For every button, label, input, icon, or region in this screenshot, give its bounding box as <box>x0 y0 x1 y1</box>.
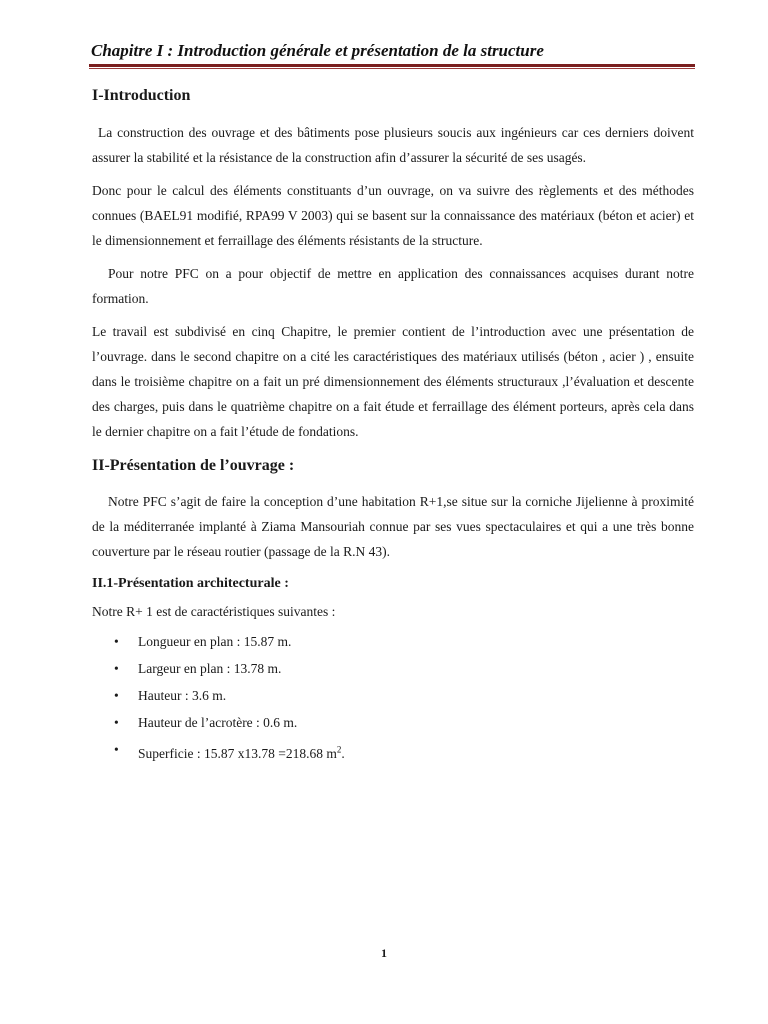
header-rule <box>89 64 695 67</box>
list-item <box>92 736 694 767</box>
page-number: 1 <box>381 946 387 960</box>
intro-paragraph-3: Pour notre PFC on a pour objectif de mettre en application des connaissances acquises durant notre formation. <box>92 266 694 306</box>
presentation-heading: II-Présentation de l’ouvrage : <box>92 457 295 474</box>
page-content <box>92 84 694 767</box>
bullet-icon: • <box>114 742 119 757</box>
bullet-icon: • <box>114 661 119 676</box>
list-item <box>92 682 694 709</box>
intro-heading: I-Introduction <box>92 87 191 104</box>
spec-superficie <box>138 746 345 761</box>
specifications-list <box>92 628 694 767</box>
intro-paragraph-2: Donc pour le calcul des éléments constituants d’un ouvrage, on va suivre des règlements et des méthodes connues (BAEL91 modifié, RPA99 V 2003) qui se basent sur la connaissance des matériaux (béton et acier) et le dimensionnement et ferraillage des éléments résistants de la structure. <box>92 183 694 248</box>
architecture-heading: II.1-Présentation architecturale : <box>92 576 289 591</box>
superficie-text: Superficie : 15.87 x13.78 =218.68 m <box>138 745 337 761</box>
spec-longueur: Longueur en plan : 15.87 m. <box>138 634 292 649</box>
list-item <box>92 709 694 736</box>
spec-largeur: Largeur en plan : 13.78 m. <box>138 661 282 676</box>
bullet-icon: • <box>114 715 119 730</box>
intro-paragraph-1: La construction des ouvrage et des bâtiments pose plusieurs soucis aux ingénieurs car ces derniers doivent assurer la stabilité et la résistance de la construction afin d’assurer la sécurité de ses usagés. <box>92 125 694 165</box>
architecture-intro: Notre R+ 1 est de caractéristiques suivantes : <box>92 604 336 619</box>
presentation-paragraph: Notre PFC s’agit de faire la conception d’une habitation R+1,se situe sur la corniche Jijelienne à proximité de la méditerranée implanté à Ziama Mansouriah connue par ses vues spectaculaires et qui a une très bonne couverture par le réseau routier (passage de la R.N 43). <box>92 494 694 559</box>
superficie-exponent: 2 <box>336 744 342 754</box>
superficie-end: . <box>341 745 345 761</box>
bullet-icon: • <box>114 688 119 703</box>
spec-hauteur-acrotere: Hauteur de l’acrotère : 0.6 m. <box>138 715 298 730</box>
bullet-icon: • <box>114 634 119 649</box>
intro-paragraph-4: Le travail est subdivisé en cinq Chapitre, le premier contient de l’introduction avec une présentation de l’ouvrage. dans le second chapitre on a cité les caractéristiques des matériaux utilisés (béton , acier ) , ensuite dans le troisième chapitre on a fait un pré dimensionnement des éléments structuraux ,l’évaluation et descente des charges, puis dans le quatrième chapitre on a fait étude et ferraillage des élément porteurs, après cela dans le dernier chapitre on a fait l’étude de fondations. <box>92 324 694 439</box>
spec-hauteur: Hauteur : 3.6 m. <box>138 688 227 703</box>
list-item <box>92 655 694 682</box>
header-rule-thin <box>89 68 695 69</box>
list-item <box>92 628 694 655</box>
chapter-header-title: Chapitre I : Introduction générale et présentation de la structure <box>91 41 544 60</box>
